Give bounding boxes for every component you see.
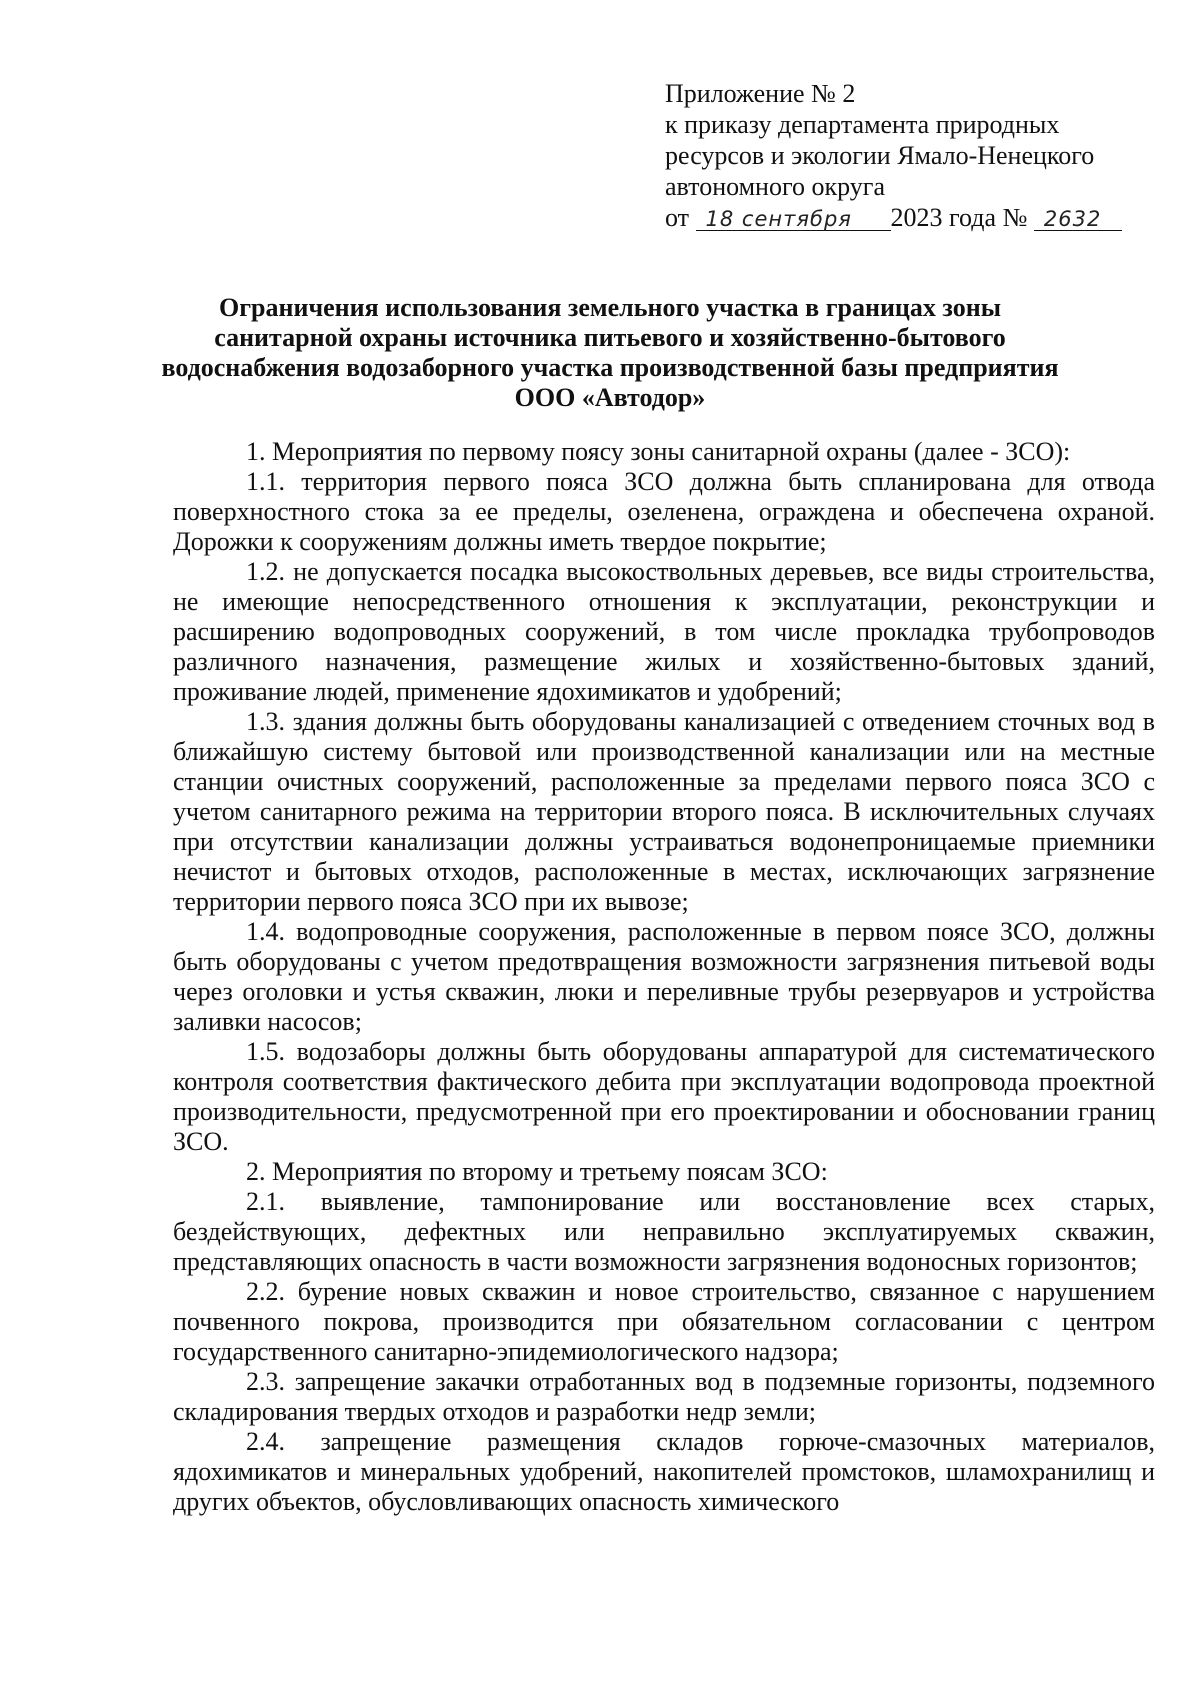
paragraph: 1. Мероприятия по первому поясу зоны санитарной охраны (далее - ЗСО): bbox=[246, 437, 1071, 466]
paragraph: 2.1. выявление, тампонирование или восстановление всех старых, бездействующих, дефектных или неправильно эксплуатируемых скважин, представляющих опасность в части возможности загрязнения водоносных горизонтов; bbox=[173, 1187, 1155, 1276]
paragraph: 1.3. здания должны быть оборудованы канализацией с отведением сточных вод в ближайшую систему бытовой или производственной канализации или на местные станции очистных сооружений, расположенные за пределами первого пояса ЗСО с учетом санитарного режима на территории второго пояса. В исключительных случаях при отсутствии канализации должны устраиваться водонепроницаемые приемники нечистот и бытовых отходов, расположенные в местах, исключающих загрязнение территории первого пояса ЗСО при их вывозе; bbox=[173, 707, 1155, 916]
document-title: Ограничения использования земельного участка в границах зоны санитарной охраны источника питьевого и хозяйственно-бытового водоснабжения водозаборного участка производственной базы предприятия ООО «Автодор» bbox=[161, 293, 1059, 412]
paragraph: 2.3. запрещение закачки отработанных вод в подземные горизонты, подземного складирования твердых отходов и разработки недр земли; bbox=[173, 1367, 1155, 1426]
handwritten-order-number: 2632 bbox=[1034, 208, 1122, 231]
paragraph: 2.2. бурение новых скважин и новое строительство, связанное с нарушением почвенного покрова, производится при обязательном согласовании с центром государственного санитарно-эпидемиологического надзора; bbox=[173, 1277, 1155, 1366]
appendix-order-line: к приказу департамента природных bbox=[665, 110, 1060, 139]
paragraph: 1.1. территория первого пояса ЗСО должна быть спланирована для отвода поверхностного стока за ее пределы, озеленена, ограждена и обеспечена охраной. Дорожки к сооружениям должны иметь твердое покрытие; bbox=[173, 467, 1155, 556]
paragraph: 1.2. не допускается посадка высокоствольных деревьев, все виды строительства, не имеющие непосредственного отношения к эксплуатации, реконструкции и расширению водопроводных сооружений, в том числе прокладка трубопроводов различного назначения, размещение жилых и хозяйственно-бытовых зданий, проживание людей, применение ядохимикатов и удобрений; bbox=[173, 557, 1155, 706]
document-body bbox=[173, 437, 1155, 1517]
year-text: 2023 года № bbox=[890, 203, 1028, 232]
paragraph: 2.4. запрещение размещения складов горюче-смазочных материалов, ядохимикатов и минеральных удобрений, накопителей промстоков, шламохранилищ и других объектов, обусловливающих опасность химического bbox=[173, 1427, 1155, 1516]
paragraph: 2. Мероприятия по второму и третьему поясам ЗСО: bbox=[246, 1157, 828, 1186]
date-prefix: от bbox=[665, 203, 690, 232]
paragraph: 1.4. водопроводные сооружения, расположенные в первом поясе ЗСО, должны быть оборудованы с учетом предотвращения возможности загрязнения питьевой воды через оголовки и устья скважин, люки и переливные трубы резервуаров и устройства заливки насосов; bbox=[173, 917, 1155, 1036]
appendix-number: Приложение № 2 bbox=[665, 79, 856, 108]
handwritten-date: 18 сентября bbox=[696, 208, 891, 231]
paragraph: 1.5. водозаборы должны быть оборудованы аппаратурой для систематического контроля соответствия фактического дебита при эксплуатации водопровода проектной производительности, предусмотренной при его проектировании и обосновании границ ЗСО. bbox=[173, 1037, 1155, 1156]
appendix-header bbox=[665, 78, 1185, 233]
appendix-department-line: ресурсов и экологии Ямало-Ненецкого bbox=[665, 141, 1095, 170]
appendix-date-line bbox=[665, 202, 1185, 233]
appendix-region-line: автономного округа bbox=[665, 172, 885, 201]
